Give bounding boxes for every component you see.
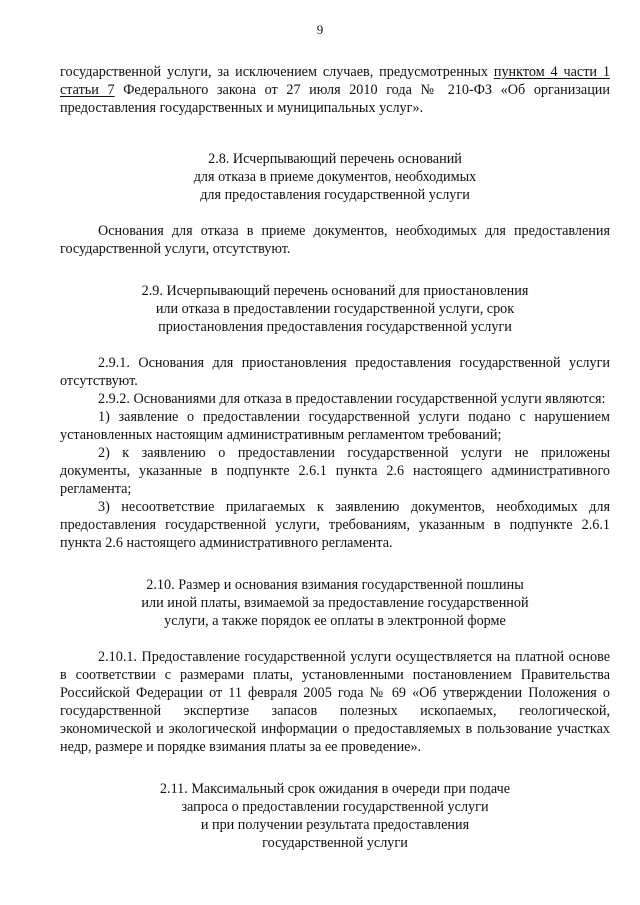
list-item-3: 3) несоответствие прилагаемых к заявлению документов, необходимых для предоставления государственной услуги, требованиям, указанным в подпункте 2.6.1 пункта 2.6 настоящего административного регламента. [60, 499, 610, 551]
heading-line: услуги, а также порядок ее оплаты в электронной форме [164, 613, 506, 629]
heading-line: или отказа в предоставлении государственной услуги, срок [155, 301, 515, 317]
paragraph-2-9-1: 2.9.1. Основания для приостановления предоставления государственной услуги отсутствуют. [60, 355, 610, 389]
section-2-10-heading [60, 576, 610, 630]
paragraph-2-10-1: 2.10.1. Предоставление государственной услуги осуществляется на платной основе в соответствии с размерами платы, установленными постановлением Правительства Российской Федерации от 11 февраля 2005 года № 69 «Об утверждении Положения о государственной экспертизе запасов полезных ископаемых, геологической, экономической и экологической информации о предоставляемых в пользование участках недр, размере и порядке взимания платы за ее проведение». [60, 649, 610, 755]
heading-line: 2.9. Исчерпывающий перечень оснований для приостановления [141, 283, 529, 299]
intro-text-after: Федерального закона от 27 июля 2010 года № 210-ФЗ «Об организации предоставления государственных и муниципальных услуг». [60, 82, 610, 116]
section-2-11-heading [60, 780, 610, 852]
section-2-9-heading [60, 282, 610, 336]
document-body [60, 63, 610, 852]
heading-line: для отказа в приеме документов, необходимых [193, 169, 477, 185]
list-item-2: 2) к заявлению о предоставлении государственной услуги не приложены документы, указанные в подпункте 2.6.1 пункта 2.6 настоящего административного регламента; [60, 445, 610, 497]
heading-line: государственной услуги [262, 835, 408, 851]
page-number: 9 [316, 22, 324, 37]
section-2-8-heading [60, 150, 610, 204]
paragraph-2-9-2: 2.9.2. Основаниями для отказа в предоставлении государственной услуги являются: [98, 391, 606, 407]
heading-line: или иной платы, взимаемой за предоставление государственной [141, 595, 529, 611]
heading-line: 2.11. Максимальный срок ожидания в очереди при подаче [159, 781, 511, 797]
list-item-1: 1) заявление о предоставлении государственной услуги подано с нарушением установленных настоящим административным регламентом требований; [60, 409, 610, 443]
heading-line: и при получении результата предоставления [200, 817, 470, 833]
section-2-8-paragraph: Основания для отказа в приеме документов, необходимых для предоставления государственной услуги, отсутствуют. [60, 223, 610, 257]
intro-paragraph [60, 63, 610, 117]
heading-line: 2.8. Исчерпывающий перечень оснований [208, 151, 462, 167]
heading-line: приостановления предоставления государственной услуги [158, 319, 512, 335]
intro-text-before: государственной услуги, за исключением случаев, предусмотренных [60, 64, 494, 80]
heading-line: запроса о предоставлении государственной услуги [181, 799, 489, 815]
law-reference-link[interactable]: пунктом 4 части 1 статьи 7 [60, 64, 610, 98]
heading-line: для предоставления государственной услуги [200, 187, 470, 203]
heading-line: 2.10. Размер и основания взимания государственной пошлины [146, 577, 524, 593]
